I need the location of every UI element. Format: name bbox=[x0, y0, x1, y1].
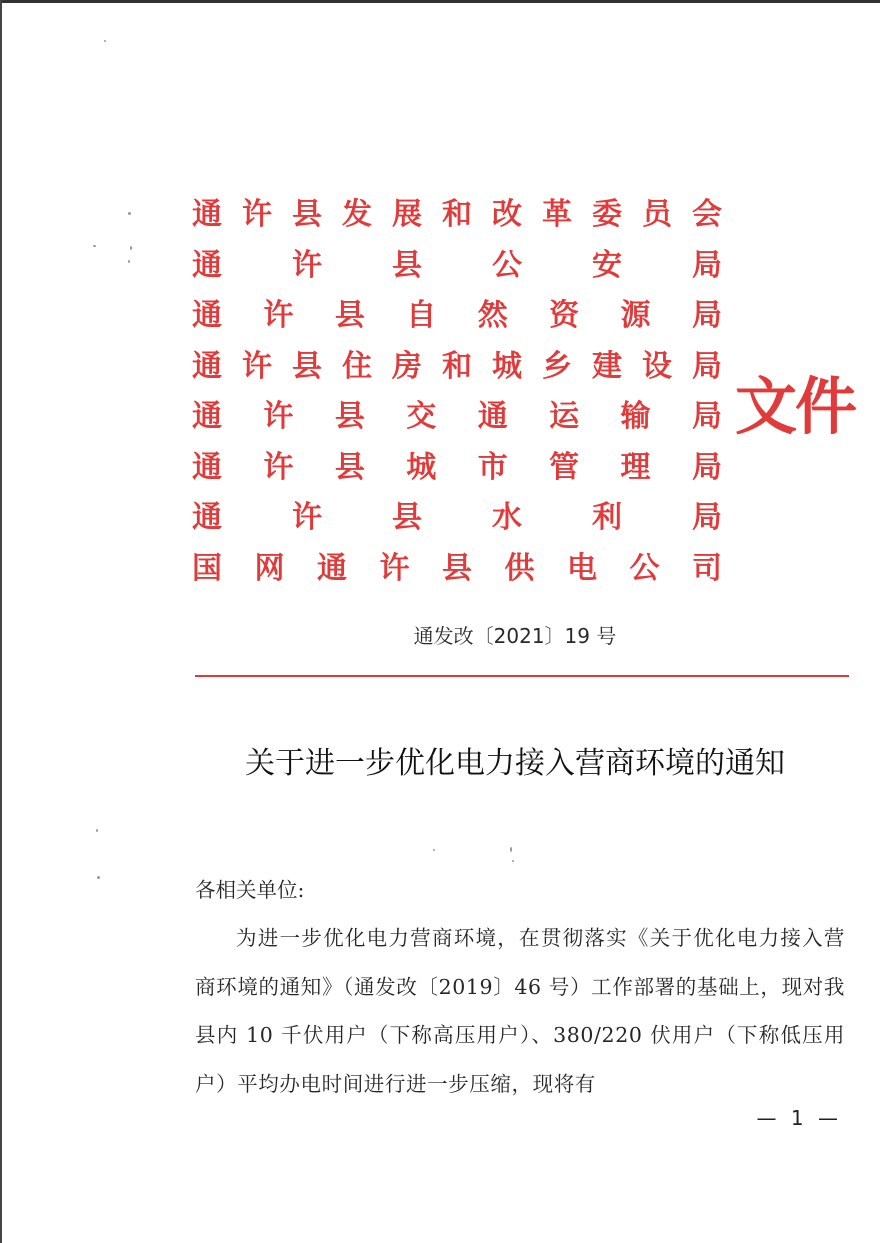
page-number: — 1 — bbox=[756, 1106, 842, 1130]
agency-char: 通 bbox=[192, 298, 222, 334]
agency-char: 通 bbox=[192, 247, 222, 283]
agency-char: 员 bbox=[642, 197, 672, 233]
agency-name bbox=[192, 443, 722, 494]
agency-char: 通 bbox=[192, 500, 222, 536]
agency-name bbox=[192, 291, 722, 342]
agency-char: 局 bbox=[691, 449, 722, 485]
agency-char: 交 bbox=[406, 399, 437, 435]
agency-char: 局 bbox=[692, 500, 722, 536]
agency-char: 建 bbox=[592, 348, 622, 384]
agency-char: 许 bbox=[292, 500, 322, 536]
scan-speck bbox=[93, 245, 96, 247]
agency-char: 城 bbox=[492, 348, 522, 384]
agency-char: 通 bbox=[477, 399, 508, 435]
agency-char: 网 bbox=[254, 550, 285, 586]
agency-char: 城 bbox=[406, 449, 437, 485]
agency-char: 输 bbox=[620, 399, 651, 435]
agency-char: 县 bbox=[334, 449, 365, 485]
scan-top-edge bbox=[0, 0, 880, 3]
issuing-agencies bbox=[192, 190, 722, 594]
agency-char: 水 bbox=[492, 500, 522, 536]
doc-type-label: 文件 bbox=[735, 370, 856, 443]
agency-char: 安 bbox=[592, 247, 622, 283]
agency-char: 县 bbox=[334, 298, 365, 334]
document-number: 通发改〔2021〕19 号 bbox=[413, 624, 617, 648]
agency-char: 通 bbox=[192, 197, 222, 233]
agency-name bbox=[192, 392, 722, 443]
document-title: 关于进一步优化电力接入营商环境的通知 bbox=[245, 746, 785, 781]
agency-char: 公 bbox=[629, 550, 660, 586]
agency-char: 许 bbox=[379, 550, 410, 586]
agency-char: 市 bbox=[477, 449, 508, 485]
scan-speck bbox=[128, 212, 131, 215]
agency-char: 县 bbox=[392, 247, 422, 283]
agency-char: 管 bbox=[549, 449, 580, 485]
scan-speck bbox=[512, 860, 514, 862]
agency-char: 局 bbox=[691, 399, 722, 435]
scan-speck bbox=[128, 260, 130, 263]
agency-char: 许 bbox=[263, 449, 294, 485]
agency-char: 许 bbox=[242, 197, 272, 233]
agency-char: 利 bbox=[592, 500, 622, 536]
scan-speck bbox=[97, 876, 100, 879]
agency-char: 资 bbox=[549, 298, 580, 334]
agency-char: 乡 bbox=[542, 348, 572, 384]
agency-char: 公 bbox=[492, 247, 522, 283]
scan-speck bbox=[433, 849, 435, 851]
agency-char: 县 bbox=[392, 500, 422, 536]
agency-char: 改 bbox=[492, 197, 522, 233]
agency-char: 设 bbox=[642, 348, 672, 384]
agency-char: 通 bbox=[192, 399, 222, 435]
agency-char: 通 bbox=[192, 348, 222, 384]
agency-char: 司 bbox=[692, 550, 722, 586]
scan-speck bbox=[130, 246, 132, 250]
agency-name bbox=[192, 241, 722, 292]
agency-char: 县 bbox=[292, 348, 322, 384]
agency-char: 局 bbox=[692, 247, 722, 283]
agency-name bbox=[192, 493, 722, 544]
agency-char: 许 bbox=[263, 399, 294, 435]
agency-char: 县 bbox=[442, 550, 472, 586]
agency-char: 许 bbox=[292, 247, 322, 283]
agency-char: 和 bbox=[442, 197, 472, 233]
agency-char: 县 bbox=[334, 399, 365, 435]
agency-char: 发 bbox=[342, 197, 372, 233]
agency-name bbox=[192, 190, 722, 241]
salutation: 各相关单位: bbox=[195, 878, 305, 902]
agency-char: 县 bbox=[292, 197, 322, 233]
agency-char: 国 bbox=[192, 550, 222, 586]
agency-name bbox=[192, 544, 722, 595]
agency-char: 许 bbox=[242, 348, 272, 384]
agency-char: 理 bbox=[620, 449, 651, 485]
scan-speck bbox=[104, 40, 106, 42]
agency-char: 源 bbox=[620, 298, 651, 334]
agency-char: 局 bbox=[691, 298, 722, 334]
agency-char: 供 bbox=[504, 550, 535, 586]
agency-char: 通 bbox=[192, 449, 222, 485]
agency-name bbox=[192, 342, 722, 393]
agency-char: 房 bbox=[392, 348, 422, 384]
agency-char: 革 bbox=[542, 197, 572, 233]
agency-char: 电 bbox=[567, 550, 597, 586]
scan-speck bbox=[96, 829, 98, 832]
agency-char: 住 bbox=[342, 348, 372, 384]
red-separator-line bbox=[195, 675, 849, 677]
agency-char: 运 bbox=[549, 399, 580, 435]
agency-char: 然 bbox=[477, 298, 508, 334]
agency-char: 和 bbox=[442, 348, 472, 384]
agency-char: 局 bbox=[692, 348, 722, 384]
agency-char: 会 bbox=[692, 197, 722, 233]
agency-char: 自 bbox=[406, 298, 437, 334]
agency-char: 展 bbox=[392, 197, 422, 233]
agency-char: 许 bbox=[263, 298, 294, 334]
agency-char: 委 bbox=[592, 197, 622, 233]
scan-speck bbox=[510, 847, 512, 852]
body-paragraph: 为进一步优化电力营商环境，在贯彻落实《关于优化电力接入营商环境的通知》（通发改〔2019〕46 号）工作部署的基础上，现对我县内 10 千伏用户（下称高压用户）、380/220 伏用户（下称低压用户）平均办电时间进行进一步压缩，现将有 bbox=[195, 926, 845, 1096]
agency-char: 通 bbox=[317, 550, 347, 586]
